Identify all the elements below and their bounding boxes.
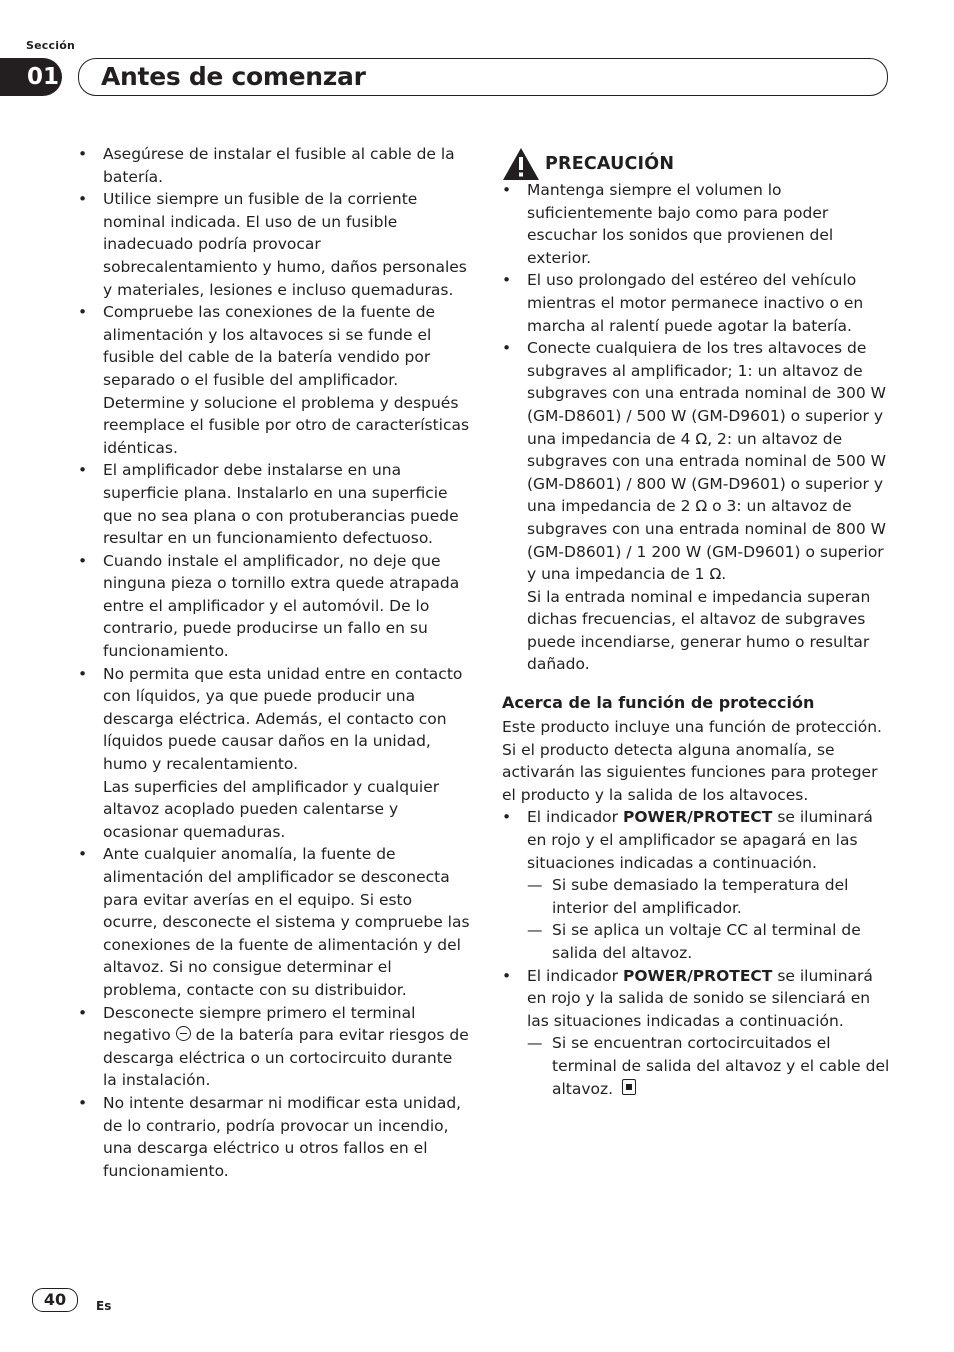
section-number: 01 [27, 64, 60, 90]
list-item [502, 337, 894, 676]
indicator-keyword: POWER/PROTECT [622, 966, 773, 985]
left-bullet-list [78, 143, 470, 1182]
list-item [78, 1092, 470, 1182]
caution-list [502, 179, 894, 676]
list-item [78, 459, 470, 549]
indicator-keyword: POWER/PROTECT [622, 808, 773, 827]
warning-icon [502, 147, 540, 181]
list-item-text: El uso prolongado del estéreo del vehículo mientras el motor permanece inactivo o en marcha al ralentí puede agotar la batería. [527, 271, 864, 335]
list-item-text: Compruebe las conexiones de la fuente de alimentación y los altavoces si se funde el fusible del cable de la batería vendido por separado o el fusible del amplificador. Determine y solucione el problema y después reemplace el fusible por otro de características idénticas. [103, 303, 470, 457]
list-item [502, 269, 894, 337]
list-item [78, 301, 470, 459]
sub-item [527, 874, 894, 919]
section-heading: Acerca de la función de protección [502, 693, 815, 713]
list-item [78, 843, 470, 1001]
language-code: Es [96, 1299, 112, 1313]
list-item-text: El indicador [527, 966, 619, 985]
list-item [78, 1002, 470, 1092]
caution-heading [502, 143, 894, 177]
right-column [502, 143, 894, 1100]
list-item-text: Conecte cualquiera de los tres altavoces de subgraves al amplificador; 1: un altavoz de subgraves con una entrada nominal de 300 W (GM-D8601) / 500 W (GM-D9601) o superior y una impedancia de 4 Ω, 2: un altavoz de subgraves con una entrada nominal de 500 W (GM-D8601) / 800 W (GM-D9601) o superior y una impedancia de 2 Ω o 3: un altavoz de subgraves con una entrada nominal de 800 W (GM-D8601) / 1 200 W (GM-D9601) o superior y una impedancia de 1 Ω. [527, 339, 886, 584]
list-item-text: Desconecte siempre primero el terminal negativo [103, 1003, 416, 1045]
list-item-text: No permita que esta unidad entre en contacto con líquidos, ya que puede producir una descarga eléctrica. Además, el contacto con líquidos puede causar daños en la unidad, humo y recalentamiento. [103, 664, 463, 774]
sub-list [527, 1032, 894, 1100]
list-item [502, 179, 894, 269]
list-item-text: se iluminará en rojo y la salida de sonido se silenciará en las situaciones indicadas a continuación. [527, 966, 873, 1030]
list-item-text: El indicador [527, 808, 619, 827]
section-label: Sección [26, 39, 75, 52]
list-item-text: Utilice siempre un fusible de la corriente nominal indicada. El uso de un fusible inadecuado podría provocar sobrecalentamiento y humo, daños personales y materiales, lesiones e incluso quemaduras. [103, 190, 467, 299]
intro-paragraph: Este producto incluye una función de protección. Si el producto detecta alguna anomalía, se activarán las siguientes funciones para proteger el producto y la salida de los altavoces. [502, 718, 882, 804]
page-title: Antes de comenzar [101, 62, 366, 91]
page-number: 40 [43, 1290, 67, 1309]
list-item-text: El amplificador debe instalarse en una superficie plana. Instalarlo en una superficie que no sea plana o con protuberancias puede resultar en un funcionamiento defectuoso. [103, 461, 459, 548]
sub-item-text: Si se encuentran cortocircuitados el terminal de salida del altavoz y el cable del altavoz. [552, 1034, 890, 1098]
list-item [78, 550, 470, 663]
section-tab [0, 58, 62, 96]
minus-circle-icon [176, 1026, 191, 1041]
list-item-text: Ante cualquier anomalía, la fuente de alimentación del amplificador se desconecta para evitar averías en el equipo. Si esto ocurre, desconecte el sistema y compruebe las conexiones de la fuente de alimentación y del altavoz. Si no consigue determinar el problema, contacte con su distribuidor. [103, 845, 470, 999]
caution-title: PRECAUCIÓN [545, 154, 675, 174]
list-item [78, 143, 470, 188]
list-item-text: se iluminará en rojo y el amplificador se apagará en las situaciones indicadas a continuación. [527, 808, 873, 872]
list-item [502, 965, 894, 1101]
list-item-continuation: Las superficies del amplificador y cualquier altavoz acoplado pueden calentarse y ocasionar quemaduras. [103, 777, 440, 841]
list-item-text: No intente desarmar ni modificar esta unidad, de lo contrario, podría provocar un incendio, una descarga eléctrico u otros fallos en el funcionamiento. [103, 1093, 462, 1180]
sub-item [527, 1032, 894, 1100]
dash-marker: — [527, 921, 543, 940]
left-column [78, 143, 470, 1182]
list-item-text: Mantenga siempre el volumen lo suficientemente bajo como para poder escuchar los sonidos que provienen del exterior. [527, 181, 834, 267]
list-item [78, 188, 470, 301]
title-box [78, 58, 888, 96]
sub-list [527, 874, 894, 964]
dash-marker: — [527, 876, 543, 895]
list-item-text: Asegúrese de instalar el fusible al cable de la batería. [103, 145, 455, 186]
page-number-badge [32, 1288, 78, 1312]
list-item [78, 663, 470, 844]
protection-list [502, 806, 894, 1100]
list-item-text: Cuando instale el amplificador, no deje que ninguna pieza o tornillo extra quede atrapada entre el amplificador y el automóvil. De lo contrario, puede producirse un fallo en su funcionamiento. [103, 551, 460, 661]
list-item-text: de la batería para evitar riesgos de descarga eléctrica o un cortocircuito durante la instalación. [103, 1026, 469, 1090]
dash-marker: — [527, 1034, 543, 1053]
end-mark-icon [622, 1079, 636, 1095]
list-item [502, 806, 894, 964]
sub-item [527, 919, 894, 964]
sub-item-text: Si se aplica un voltaje CC al terminal de salida del altavoz. [552, 921, 861, 962]
list-item-continuation: Si la entrada nominal e impedancia superan dichas frecuencias, el altavoz de subgraves puede incendiarse, generar humo o resultar dañado. [527, 587, 871, 674]
sub-item-text: Si sube demasiado la temperatura del interior del amplificador. [552, 876, 849, 917]
